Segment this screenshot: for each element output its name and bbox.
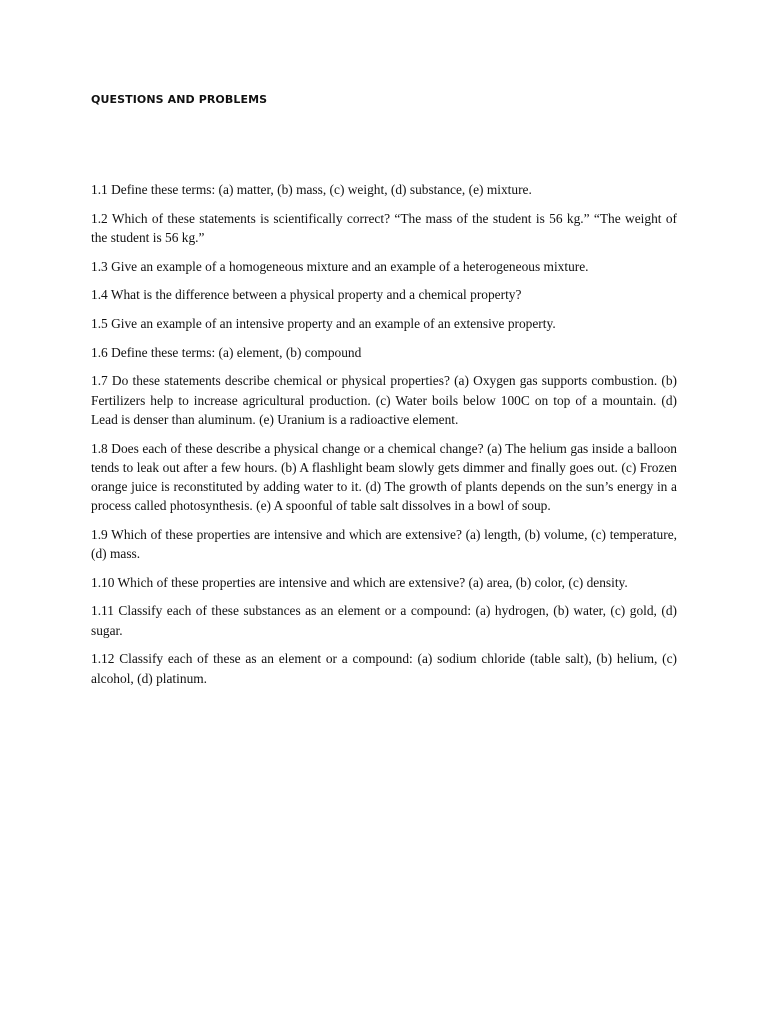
- question-list: [91, 180, 677, 697]
- question-1-3: 1.3 Give an example of a homogeneous mixture and an example of a heterogeneous mixture.: [91, 258, 589, 274]
- question-1-2: 1.2 Which of these statements is scientifically correct? “The mass of the student is 56 kg.” “The weight of the student is 56 kg.”: [91, 210, 677, 245]
- question-1-5: 1.5 Give an example of an intensive property and an example of an extensive property.: [91, 316, 556, 332]
- question-1-4: 1.4 What is the difference between a physical property and a chemical property?: [91, 287, 522, 303]
- question-1-7: 1.7 Do these statements describe chemical or physical properties? (a) Oxygen gas supports combustion. (b) Fertilizers help to increase agricultural production. (c) Water boils below 100C on top of a mountain. (d) Lead is denser than aluminum. (e) Uranium is a radioactive element.: [91, 373, 677, 427]
- question-1-12: 1.12 Classify each of these as an element or a compound: (a) sodium chloride (table salt), (b) helium, (c) alcohol, (d) platinum.: [91, 651, 677, 686]
- question-1-10: 1.10 Which of these properties are intensive and which are extensive? (a) area, (b) color, (c) density.: [91, 574, 628, 590]
- question-1-6: 1.6 Define these terms: (a) element, (b) compound: [91, 344, 362, 360]
- page-heading: QUESTIONS AND PROBLEMS: [91, 93, 268, 106]
- question-1-11: 1.11 Classify each of these substances as an element or a compound: (a) hydrogen, (b) water, (c) gold, (d) sugar.: [91, 603, 677, 638]
- question-1-1: 1.1 Define these terms: (a) matter, (b) mass, (c) weight, (d) substance, (e) mixture.: [91, 182, 532, 197]
- question-1-8: 1.8 Does each of these describe a physical change or a chemical change? (a) The helium gas inside a balloon tends to leak out after a few hours. (b) A flashlight beam slowly gets dimmer and finally goes out. (c) Frozen orange juice is reconstituted by adding water to it. (d) The growth of plants depends on the sun’s energy in a process called photosynthesis. (e) A spoonful of table salt dissolves in a bowl of soup.: [91, 440, 677, 514]
- question-1-9: 1.9 Which of these properties are intensive and which are extensive? (a) length, (b) volume, (c) temperature, (d) mass.: [91, 526, 677, 562]
